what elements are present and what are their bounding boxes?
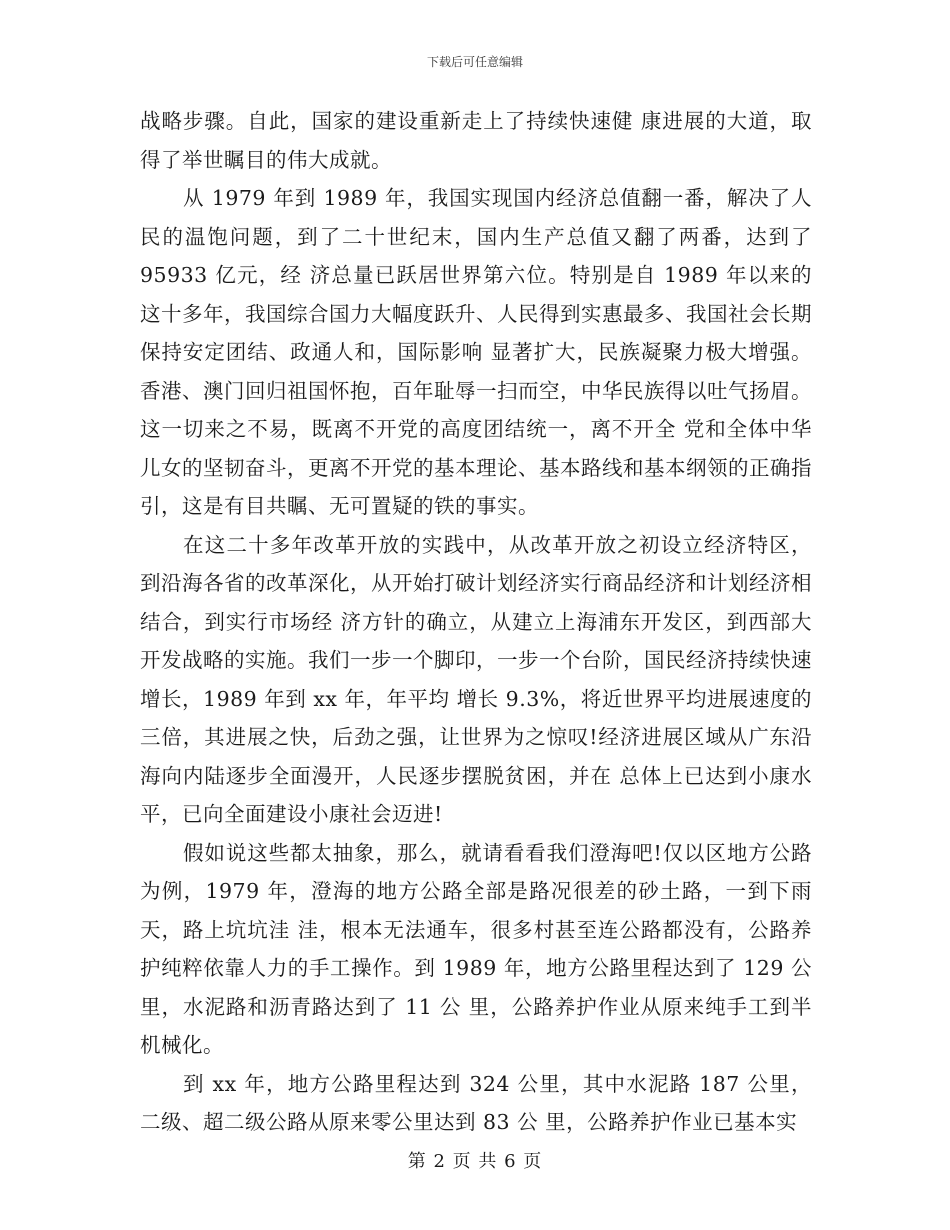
paragraph-1: 战略步骤。自此，国家的建设重新走上了持续快速健 康进展的大道，取得了举世瞩目的伟大成就。 xyxy=(140,109,812,172)
paragraph-4: 假如说这些都太抽象，那么，就请看看我们澄海吧!仅以区地方公路为例，1979 年，澄海的地方公路全部是路况很差的砂土路，一到下雨天，路上坑坑洼 洼，根本无法通车，很多村甚至连公路都没有，公路养护纯粹依靠人力的手工操作。到 1989 年，地方公路里程达到了 129 公里，水泥路和沥青路达到了 11 公 里，公路养护作业从原来纯手工到半机械化。 xyxy=(140,840,812,1057)
page-number: 第 2 页 共 6 页 xyxy=(407,1151,543,1172)
document-body xyxy=(140,102,812,1142)
paragraph-2: 从 1979 年到 1989 年，我国实现国内经济总值翻一番，解决了人民的温饱问题，到了二十世纪末，国内生产总值又翻了两番，达到了 95933 亿元，经 济总量已跃居世界第六位。特别是自 1989 年以来的这十多年，我国综合国力大幅度跃升、人民得到实惠最多、我国社会长期保持安定团结、政通人和，国际影响 显著扩大，民族凝聚力极大增强。香港、澳门回归祖国怀抱，百年耻辱一扫而空，中华民族得以吐气扬眉。这一切来之不易，既离不开党的高度团结统一，离不开全 党和全体中华儿女的坚韧奋斗，更离不开党的基本理论、基本路线和基本纲领的正确指引，这是有目共瞩、无可置疑的铁的事实。 xyxy=(140,186,812,518)
page-header: 下载后可任意编辑 xyxy=(426,55,523,69)
paragraph-5: 到 xx 年，地方公路里程达到 324 公里，其中水泥路 187 公里，二级、超二级公路从原来零公里达到 83 公 里，公路养护作业已基本实 xyxy=(140,1071,812,1134)
paragraph-3: 在这二十多年改革开放的实践中，从改革开放之初设立经济特区，到沿海各省的改革深化，从开始打破计划经济实行商品经济和计划经济相结合，到实行市场经 济方针的确立，从建立上海浦东开发区，到西部大开发战略的实施。我们一步一个脚印，一步一个台阶，国民经济持续快速增长，1989 年到 xx 年，年平均 增长 9.3%，将近世界平均进展速度的三倍，其进展之快，后劲之强，让世界为之惊叹!经济进展区域从广东沿海向内陆逐步全面漫开，人民逐步摆脱贫困，并在 总体上已达到小康水平，已向全面建设小康社会迈进! xyxy=(140,532,812,826)
